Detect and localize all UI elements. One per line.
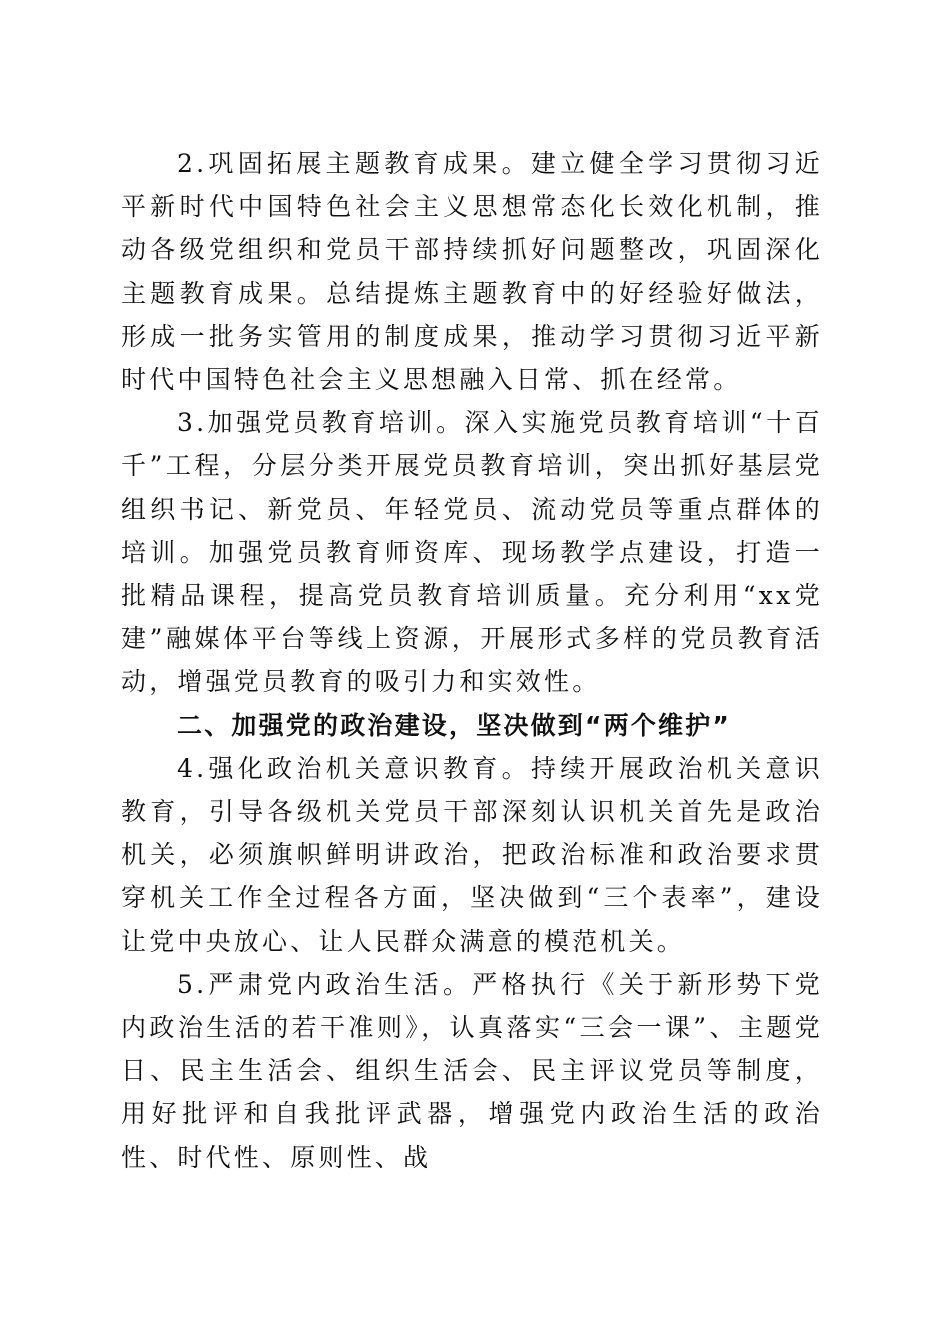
paragraph-item-5: 5.严肃党内政治生活。严格执行《关于新形势下党内政治生活的若干准则》，认真落实“三会一课”、主题党日、民主生活会、组织生活会、民主评议党员等制度，用好批评和自我批评武器，增强党内政治生活的政治性、时代性、原则性、战 [121, 969, 823, 1172]
section-heading-2: 二、加强党的政治建设，坚决做到“两个维护” [177, 710, 732, 740]
paragraph-item-3: 3.加强党员教育培训。深入实施党员教育培训“十百千”工程，分层分类开展党员教育培训，突出抓好基层党组织书记、新党员、年轻党员、流动党员等重点群体的培训。加强党员教育师资库、现场教学点建设，打造一批精品课程，提高党员教育培训质量。充分利用“xx党建”融媒体平台等线上资源，开展形式多样的党员教育活动，增强党员教育的吸引力和实效性。 [121, 408, 823, 697]
paragraph-item-4: 4.强化政治机关意识教育。持续开展政治机关意识教育，引导各级机关党员干部深刻认识机关首先是政治机关，必须旗帜鲜明讲政治，把政治标准和政治要求贯穿机关工作全过程各方面，坚决做到“三个表率”，建设让党中央放心、让人民群众满意的模范机关。 [121, 753, 823, 956]
paragraph-item-2: 2.巩固拓展主题教育成果。建立健全学习贯彻习近平新时代中国特色社会主义思想常态化长效化机制，推动各级党组织和党员干部持续抓好问题整改，巩固深化主题教育成果。总结提炼主题教育中的好经验好做法，形成一批务实管用的制度成果，推动学习贯彻习近平新时代中国特色社会主义思想融入日常、抓在经常。 [121, 149, 823, 395]
document-body [121, 142, 823, 1179]
